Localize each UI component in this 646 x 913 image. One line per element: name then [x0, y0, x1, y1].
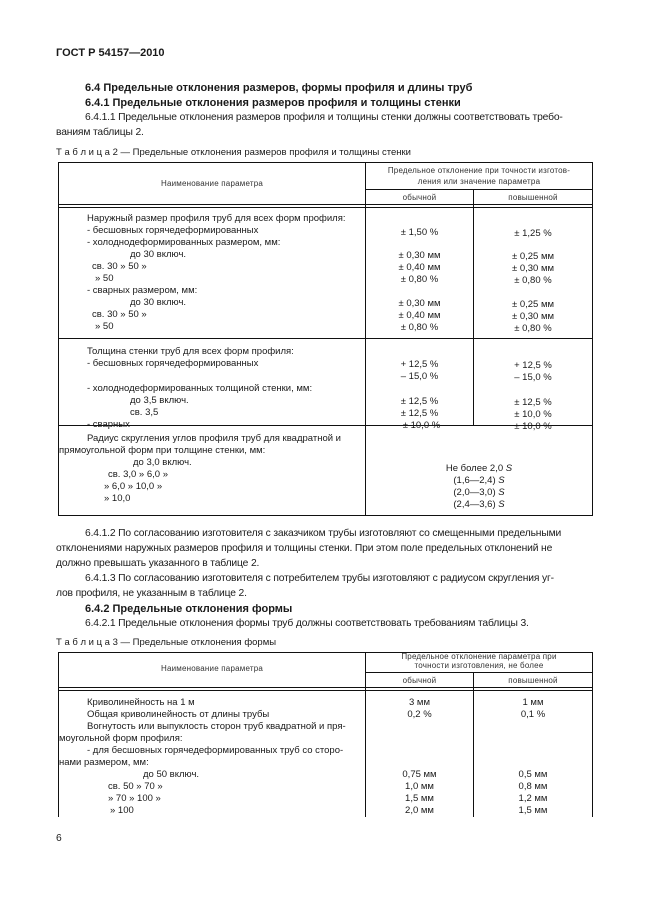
table2-cell-high: ± 0,80 % [514, 275, 552, 286]
table3-cell: Общая криволинейность от длины трубы [87, 709, 270, 720]
table2-cell-normal: ± 0,40 мм [398, 310, 441, 321]
paragraph-6-4-1-2: 6.4.1.2 По согласованию изготовителя с заказчиком трубы изготовляют со смещенными предельными [85, 528, 562, 539]
table2-cell-high: ± 0,25 мм [511, 299, 555, 310]
table2-merged-cell: (2,4—3,6) S [453, 499, 505, 510]
table3-cell-high: 1 мм [522, 697, 544, 708]
table3-cell: » 70 » 100 » [108, 793, 161, 804]
table3-header-normal: обычной [402, 676, 437, 685]
table2-cell-high: – 15,0 % [514, 372, 552, 383]
table2-cell-high: ± 0,80 % [514, 323, 552, 334]
table3-cell-high: 0,5 мм [518, 769, 548, 780]
table2-caption: Т а б л и ц а 2 — Предельные отклонения размеров профиля и толщины стенки [56, 147, 411, 158]
table3-cell-normal: 3 мм [409, 697, 430, 708]
section-title-6-4-1: 6.4.1 Предельные отклонения размеров профиля и толщины стенки [85, 97, 461, 109]
table2-cell-normal: ± 0,30 мм [398, 298, 441, 309]
table2-cell: » 6,0 » 10,0 » [104, 481, 163, 492]
table3-cell: » 100 [110, 805, 134, 816]
table3-header-group-1: Предельное отклонение параметра при [401, 652, 557, 661]
table2-cell-normal: ± 1,50 % [400, 227, 439, 238]
table2-header-group-2: ления или значение параметра [417, 177, 541, 186]
table2-cell: - бесшовных горячедеформированных [87, 358, 259, 369]
table2-cell: до 3,0 включ. [133, 457, 192, 468]
paragraph-6-4-1-1: 6.4.1.1 Предельные отклонения размеров профиля и толщины стенки должны соответствовать требо- [85, 112, 563, 123]
table2-cell-normal: ± 0,40 мм [398, 262, 441, 273]
table2-cell: - холоднодеформированных толщиной стенки, мм: [87, 383, 313, 394]
document-id: ГОСТ Р 54157—2010 [56, 47, 165, 59]
table2-cell: св. 3,0 » 6,0 » [108, 469, 168, 480]
table3-header-high: повышенной [508, 676, 558, 685]
table2-cell: - сварных [87, 419, 130, 430]
table3-cell: - для бесшовных горячедеформированных труб со сторо- [87, 745, 344, 756]
table2-cell: до 3,5 включ. [130, 395, 189, 406]
table2-cell-high: ± 10,0 % [514, 409, 552, 420]
table2-cell-normal: ± 10,0 % [402, 420, 441, 431]
table2-merged-cell: Не более 2,0 S [445, 463, 513, 474]
table2-cell-high: ± 0,30 мм [511, 311, 555, 322]
table2-cell: - сварных размером, мм: [87, 285, 198, 296]
table2-cell-high: ± 10,0 % [514, 421, 552, 432]
table2-cell-normal: ± 12,5 % [400, 396, 439, 407]
table2-cell: Наружный размер профиля труб для всех форм профиля: [87, 213, 346, 224]
table2-cell-high: ± 1,25 % [514, 228, 552, 239]
table3-cell: св. 50 » 70 » [108, 781, 163, 792]
section-title-6-4-2: 6.4.2 Предельные отклонения формы [85, 603, 293, 615]
table2-cell-high: ± 0,25 мм [511, 251, 555, 262]
table3-cell-normal: 1,0 мм [405, 781, 434, 792]
table2-header-group-1: Предельное отклонение при точности изготов- [387, 166, 571, 175]
table3-cell: Вогнутость или выпуклость сторон труб квадратной и пря- [87, 721, 346, 732]
table2-cell-normal: ± 0,80 % [400, 274, 439, 285]
table3-caption: Т а б л и ц а 3 — Предельные отклонения формы [56, 637, 277, 648]
table3-header-group-2: точности изготовления, не более [414, 661, 544, 670]
table3-cell: нами размером, мм: [59, 757, 149, 768]
table2-header-high: повышенной [508, 193, 558, 202]
table3-cell: до 50 включ. [143, 769, 200, 780]
table2-cell: » 50 [95, 321, 114, 332]
table2-cell-normal: – 15,0 % [400, 371, 439, 382]
table2-cell: - холоднодеформированных размером, мм: [87, 237, 281, 248]
table2-merged-cell: (2,0—3,0) S [453, 487, 505, 498]
table2-cell: - бесшовных горячедеформированных [87, 225, 259, 236]
table2-header-param: Наименование параметра [160, 179, 263, 188]
page-number: 6 [56, 833, 62, 844]
table2-cell: св. 3,5 [130, 407, 159, 418]
table3-cell: моугольной форм профиля: [59, 733, 183, 744]
table3-cell-high: 0,8 мм [518, 781, 548, 792]
table2-cell: прямоугольной форм при толщине стенки, мм: [59, 445, 266, 456]
table3-cell-normal: 1,5 мм [405, 793, 434, 804]
table2-cell-normal: ± 0,80 % [400, 322, 439, 333]
paragraph-6-4-2-1: 6.4.2.1 Предельные отклонения формы труб должны соответствовать требованиям таблицы 3. [85, 618, 529, 629]
table3-header-param: Наименование параметра [160, 664, 263, 673]
table3-cell-normal: 0,2 % [407, 709, 432, 720]
table2-cell: до 30 включ. [130, 249, 187, 260]
table2-cell-normal: + 12,5 % [400, 359, 439, 370]
table2-cell: Толщина стенки труб для всех форм профиля: [87, 346, 294, 357]
paragraph-6-4-1-3: 6.4.1.3 По согласованию изготовителя с потребителем трубы изготовляют с радиусом скругления уг- [85, 573, 554, 584]
table3-cell-normal: 0,75 мм [402, 769, 437, 780]
table3-cell-normal: 2,0 мм [405, 805, 434, 816]
table2-cell-high: ± 0,30 мм [511, 263, 555, 274]
paragraph-6-4-1-2-end: должно превышать указанного в таблице 2. [56, 558, 260, 569]
table2-cell: св. 30 » 50 » [92, 261, 147, 272]
table2-header-normal: обычной [402, 193, 437, 202]
table3-cell-high: 1,2 мм [518, 793, 548, 804]
table2-cell-high: + 12,5 % [514, 360, 552, 371]
table3-cell-high: 0,1 % [520, 709, 546, 720]
table2-cell: до 30 включ. [130, 297, 187, 308]
paragraph-6-4-1-1-cont: ваниям таблицы 2. [56, 127, 144, 138]
table2-cell: Радиус скругления углов профиля труб для квадратной и [87, 433, 341, 444]
table3-cell-high: 1,5 мм [518, 805, 548, 816]
table3-cell: Криволинейность на 1 м [87, 697, 195, 708]
section-title-6-4: 6.4 Предельные отклонения размеров, формы профиля и длины труб [85, 82, 473, 94]
table2-cell-normal: ± 0,30 мм [398, 250, 441, 261]
table2-merged-cell: (1,6—2,4) S [453, 475, 505, 486]
table2-cell-high: ± 12,5 % [514, 397, 552, 408]
table2-cell-normal: ± 12,5 % [400, 408, 439, 419]
paragraph-6-4-1-2-cont: отклонениями наружных размеров профиля и толщины стенки. При этом поле предельных отклонений не [56, 543, 553, 554]
table2-cell: » 10,0 [104, 493, 131, 504]
table2-cell: св. 30 » 50 » [92, 309, 147, 320]
table2-cell: » 50 [95, 273, 114, 284]
paragraph-6-4-1-3-cont: лов профиля, не указанным в таблице 2. [56, 588, 247, 599]
